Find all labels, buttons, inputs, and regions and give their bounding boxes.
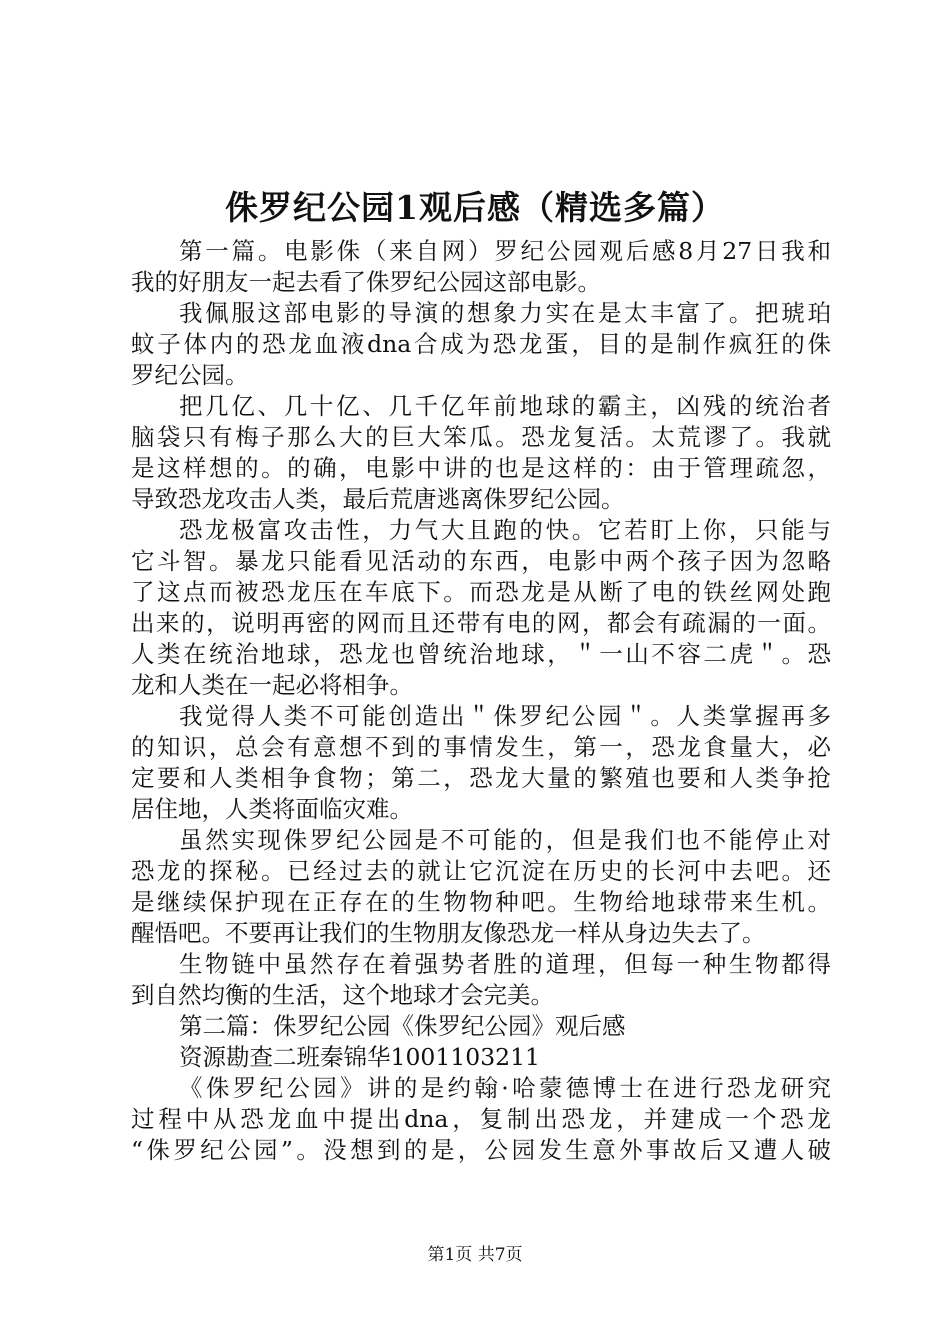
document-title: 侏罗纪公园1观后感（精选多篇） xyxy=(225,188,725,227)
text-line: 蚊子体内的恐龙血液dna合成为恐龙蛋，目的是制作疯狂的侏 xyxy=(131,330,831,358)
text-line: 《侏罗纪公园》讲的是约翰·哈蒙德博士在进行恐龙研究 xyxy=(179,1074,831,1102)
text-line: 把几亿、几十亿、几千亿年前地球的霸主，凶残的统治者 xyxy=(179,392,831,420)
text-line: 我觉得人类不可能创造出＂侏罗纪公园＂。人类掌握再多 xyxy=(179,702,831,730)
text-line: 是这样想的。的确，电影中讲的也是这样的：由于管理疏忽， xyxy=(131,454,831,482)
text-line: 它斗智。暴龙只能看见活动的东西，电影中两个孩子因为忽略 xyxy=(131,547,831,575)
text-line: 第二篇：侏罗纪公园《侏罗纪公园》观后感 xyxy=(179,1012,626,1040)
text-line: 我的好朋友一起去看了侏罗纪公园这部电影。 xyxy=(131,268,601,296)
text-line: 第一篇。电影侏（来自网）罗纪公园观后感8月27日我和 xyxy=(179,237,831,265)
text-line: 的知识，总会有意想不到的事情发生，第一，恐龙食量大，必 xyxy=(131,733,831,761)
text-line: 虽然实现侏罗纪公园是不可能的，但是我们也不能停止对 xyxy=(179,826,831,854)
document-body xyxy=(131,236,831,1166)
text-line: 了这点而被恐龙压在车底下。而恐龙是从断了电的铁丝网处跑 xyxy=(131,578,831,606)
text-line: 到自然均衡的生活，这个地球才会完美。 xyxy=(131,981,554,1009)
text-line: 醒悟吧。不要再让我们的生物朋友像恐龙一样从身边失去了。 xyxy=(131,919,766,947)
text-line: 生物链中虽然存在着强势者胜的道理，但每一种生物都得 xyxy=(179,950,831,978)
text-line: 恐龙极富攻击性，力气大且跑的快。它若盯上你，只能与 xyxy=(179,516,831,544)
text-line: 罗纪公园。 xyxy=(131,361,249,389)
text-line: 定要和人类相争食物；第二，恐龙大量的繁殖也要和人类争抢 xyxy=(131,764,831,792)
text-line: 资源勘查二班秦锦华1001103211 xyxy=(179,1043,541,1071)
text-line: 导致恐龙攻击人类，最后荒唐逃离侏罗纪公园。 xyxy=(131,485,625,513)
page-footer: 第1页 共7页 xyxy=(427,1245,523,1265)
text-line: 出来的，说明再密的网而且还带有电的网，都会有疏漏的一面。 xyxy=(131,609,831,637)
text-line: 龙和人类在一起必将相争。 xyxy=(131,671,413,699)
text-line: 是继续保护现在正存在的生物物种吧。生物给地球带来生机。 xyxy=(131,888,831,916)
text-line: 过程中从恐龙血中提出dna，复制出恐龙，并建成一个恐龙 xyxy=(131,1105,831,1133)
text-line: 我佩服这部电影的导演的想象力实在是太丰富了。把琥珀 xyxy=(179,299,831,327)
text-line: 恐龙的探秘。已经过去的就让它沉淀在历史的长河中去吧。还 xyxy=(131,857,831,885)
text-line: 脑袋只有梅子那么大的巨大笨瓜。恐龙复活。太荒谬了。我就 xyxy=(131,423,831,451)
text-line: “侏罗纪公园”。没想到的是，公园发生意外事故后又遭人破 xyxy=(131,1136,831,1164)
text-line: 居住地，人类将面临灾难。 xyxy=(131,795,413,823)
text-line: 人类在统治地球，恐龙也曾统治地球，＂一山不容二虎＂。恐 xyxy=(131,640,831,668)
